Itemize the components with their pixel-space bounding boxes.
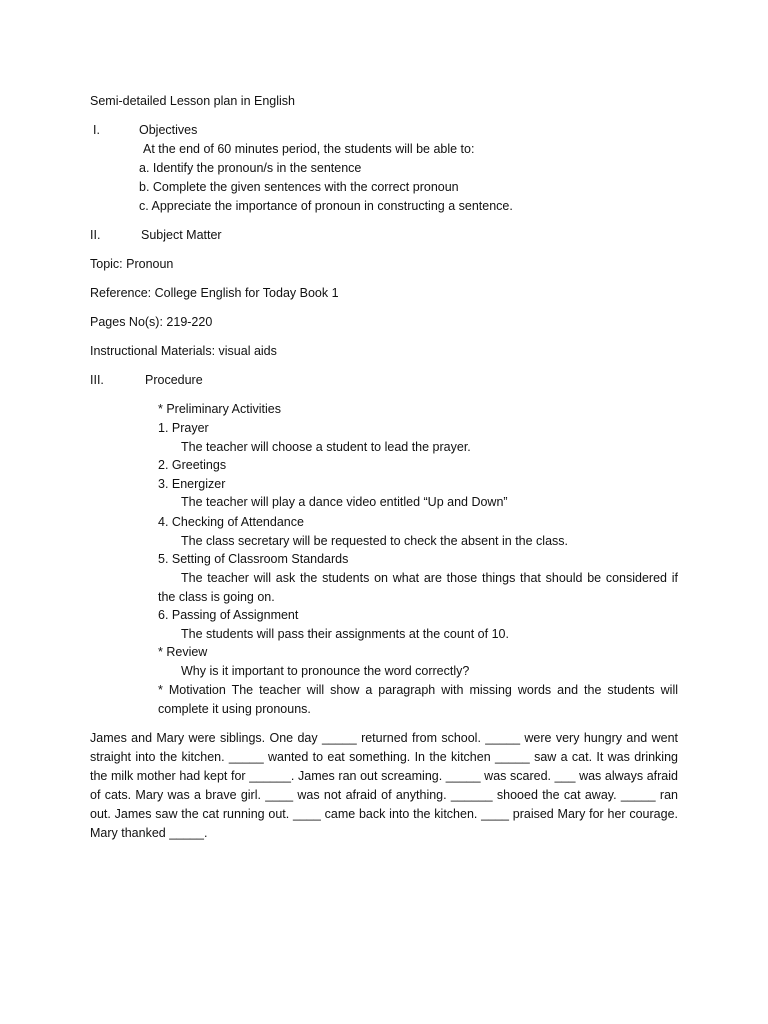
step-detail: The teacher will choose a student to lead the prayer.: [181, 440, 471, 454]
step-detail: The teacher will ask the students on what are those things that should be considered if the class is going on.: [158, 571, 678, 604]
section-heading-objectives: Objectives: [139, 123, 198, 137]
preliminary-activities: * Preliminary Activities: [158, 402, 281, 416]
objectives-intro: At the end of 60 minutes period, the students will be able to:: [143, 142, 475, 156]
objective-item: a. Identify the pronoun/s in the sentence: [139, 161, 362, 175]
objective-item: c. Appreciate the importance of pronoun in constructing a sentence.: [139, 199, 513, 213]
step-detail: The teacher will play a dance video entitled “Up and Down”: [181, 495, 508, 509]
review-label: * Review: [158, 645, 208, 659]
step-label: 5. Setting of Classroom Standards: [158, 552, 349, 566]
motivation-text: * Motivation The teacher will show a paragraph with missing words and the students will complete it using pronouns.: [158, 683, 678, 716]
reference-line: Reference: College English for Today Book 1: [90, 286, 339, 300]
step-label: 6. Passing of Assignment: [158, 608, 299, 622]
step-detail: The students will pass their assignments at the count of 10.: [181, 627, 509, 641]
section-numeral-procedure: III.: [90, 373, 104, 387]
step-label: 4. Checking of Attendance: [158, 515, 304, 529]
topic-line: Topic: Pronoun: [90, 257, 174, 271]
section-numeral-subject-matter: II.: [90, 228, 101, 242]
pages-line: Pages No(s): 219-220: [90, 315, 213, 329]
section-heading-procedure: Procedure: [145, 373, 203, 387]
section-numeral-objectives: I.: [93, 123, 100, 137]
step-label: 1. Prayer: [158, 421, 209, 435]
document-title: Semi-detailed Lesson plan in English: [90, 94, 295, 108]
step-label: 3. Energizer: [158, 477, 226, 491]
section-heading-subject-matter: Subject Matter: [141, 228, 222, 242]
step-detail: The class secretary will be requested to check the absent in the class.: [181, 534, 568, 548]
review-detail: Why is it important to pronounce the word correctly?: [181, 664, 470, 678]
materials-line: Instructional Materials: visual aids: [90, 344, 277, 358]
objective-item: b. Complete the given sentences with the correct pronoun: [139, 180, 459, 194]
step-label: 2. Greetings: [158, 458, 227, 472]
exercise-paragraph: James and Mary were siblings. One day _____ returned from school. _____ were very hungry and went straight into the kitchen. _____ wanted to eat something. In the kitchen _____ saw a cat. It was drinking the milk mother had kept for ______. James ran out screaming. _____ was scared. ___ was always afraid of cats. Mary was a brave girl. ____ was not afraid of anything. ______ shooed the cat away. _____ ran out. James saw the cat running out. ____ came back into the kitchen. ____ praised Mary for her courage. Mary thanked _____.: [90, 731, 678, 840]
